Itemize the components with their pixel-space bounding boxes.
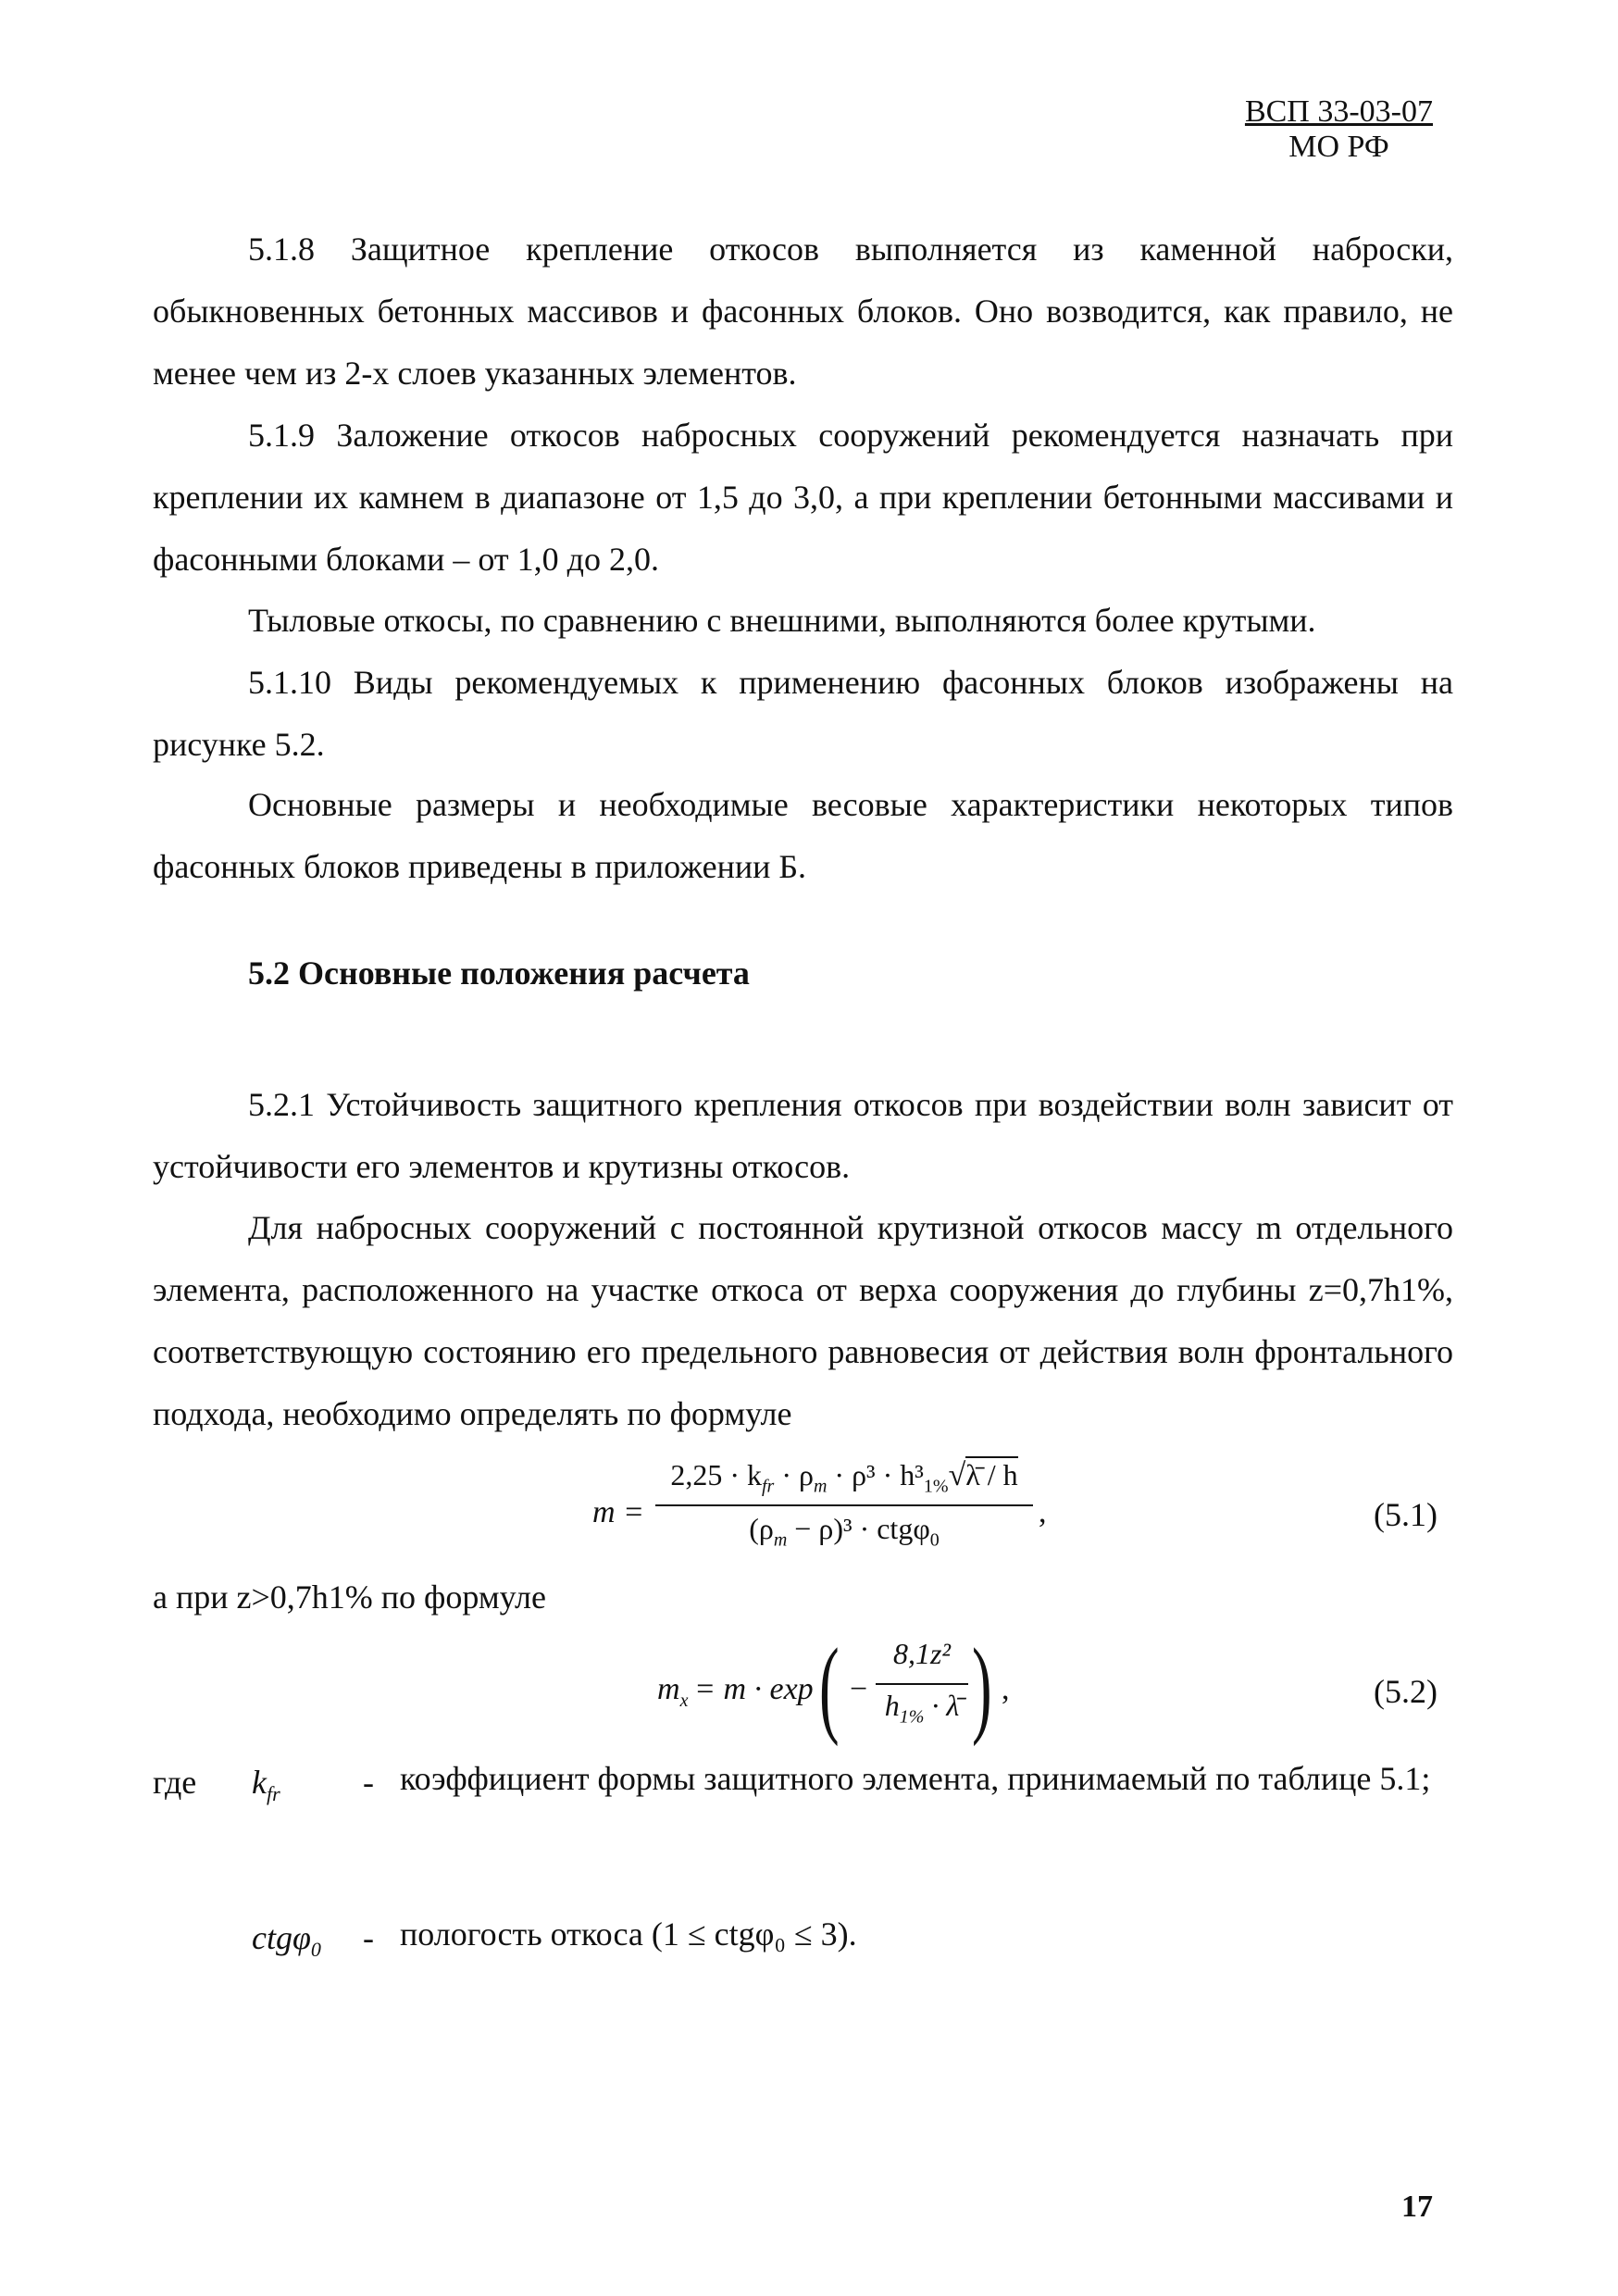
formula-comma: , xyxy=(1002,1672,1010,1706)
paragraph-block-dimensions: Основные размеры и необходимые весовые характеристики некоторых типов фасонных блоков приведены в приложении Б. xyxy=(153,786,1453,885)
equation-number-5-1: (5.1) xyxy=(1374,1496,1438,1533)
formula-denominator: $h_{1\%}$ · λ̄ xyxy=(884,1689,960,1728)
definitions-where: где xyxy=(153,1764,197,1801)
formula-denominator: $(\rho_m - \rho)^3 \cdot ctg\varphi_0$ xyxy=(749,1512,940,1551)
formula-numerator: $2,25 \cdot k_{fr} \cdot \rho_m \cdot \rho^3$ · $h^3_{1\%}√\lambdā$ / h xyxy=(670,1458,1018,1497)
standard-code: ВСП 33-03-07 xyxy=(1244,94,1433,129)
paragraph-rear-slopes: Тыловые откосы, по сравнению с внешними, выполняются более крутыми. xyxy=(248,602,1316,639)
sqrt-sign: √ xyxy=(948,1458,966,1492)
formula-5-2 xyxy=(657,1626,1027,1750)
formula-numerator: 8,1z² xyxy=(892,1637,952,1670)
organization: МО РФ xyxy=(1288,130,1389,164)
fraction-bar xyxy=(876,1683,968,1685)
formula-lhs: $m_x$ xyxy=(657,1672,689,1711)
paragraph-5-1-9: 5.1.9 Заложение откосов набросных сооружений рекомендуется назначать при креплении их камнем в диапазоне от 1,5 до 3,0, а при креплении бетонными массивами и фасонными блоками – от 1,0 до 2,0. xyxy=(153,417,1453,578)
paragraph-5-1-10: 5.1.10 Виды рекомендуемых к применению фасонных блоков изображены на рисунке 5.2. xyxy=(153,664,1453,763)
paragraph-5-1-8: 5.1.8 Защитное крепление откосов выполняется из каменной наброски, обыкновенных бетонных массивов и фасонных блоков. Оно возводится, как правило, не менее чем из 2-х слоев указанных элементов. xyxy=(153,231,1453,392)
page-number: 17 xyxy=(1401,2190,1433,2224)
symbol-kfr: $k_{fr}$ xyxy=(252,1764,280,1806)
left-paren: ( xyxy=(819,1626,840,1747)
equation-number-5-2: (5.2) xyxy=(1374,1673,1438,1710)
paragraph-mass-definition: Для набросных сооружений с постоянной крутизной откосов массу m отдельного элемента, расположенного на участке откоса от верха сооружения до глубины z=0,7h1%, соответствующую состоянию его предельного равновесия от действия волн фронтального подхода, необходимо определять по формуле xyxy=(153,1209,1453,1432)
right-paren: ) xyxy=(972,1626,992,1747)
formula-minus: − xyxy=(850,1672,868,1706)
formula-exp: = m · exp xyxy=(694,1672,814,1706)
fraction-bar xyxy=(655,1504,1033,1506)
formula-lhs: m = xyxy=(592,1495,644,1529)
document-code xyxy=(1245,94,1433,165)
paragraph-between-formulas: а при z>0,7h1% по формуле xyxy=(153,1578,546,1616)
definition-dash: - xyxy=(363,1919,374,1956)
definition-kfr: коэффициент формы защитного элемента, принимаемый по таблице 5.1; xyxy=(400,1760,1431,1797)
paragraph-5-2-1: 5.2.1 Устойчивость защитного крепления откосов при воздействии волн зависит от устойчивости его элементов и крутизны откосов. xyxy=(153,1086,1453,1185)
formula-5-1 xyxy=(592,1458,1055,1569)
definition-dash: - xyxy=(363,1764,374,1801)
section-heading: 5.2 Основные положения расчета xyxy=(248,955,750,992)
definition-ctgphi0: пологость откоса (1 ≤ ctgφ₀ ≤ 3). xyxy=(400,1915,857,1953)
symbol-ctgphi0: ctgφ$_0$ xyxy=(252,1919,321,1962)
formula-comma: , xyxy=(1039,1495,1047,1529)
